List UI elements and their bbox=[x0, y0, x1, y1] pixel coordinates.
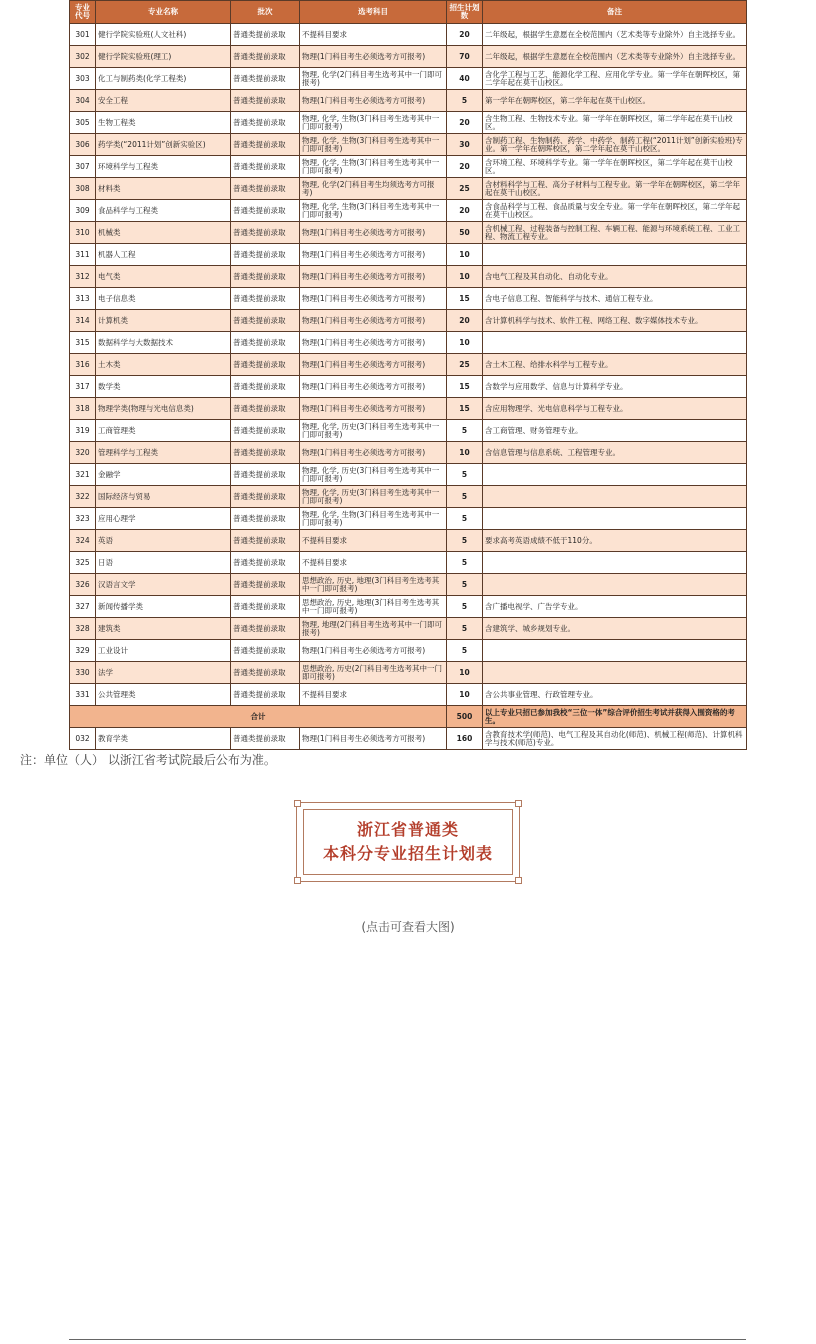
cell-count: 10 bbox=[447, 662, 483, 684]
table-row bbox=[70, 464, 747, 486]
cell-batch: 普通类提前录取 bbox=[231, 332, 300, 354]
cell-batch: 普通类提前录取 bbox=[231, 310, 300, 332]
cell-code: 319 bbox=[70, 420, 96, 442]
cell-major-name: 环境科学与工程类 bbox=[96, 156, 231, 178]
cell-batch: 普通类提前录取 bbox=[231, 640, 300, 662]
table-row bbox=[70, 222, 747, 244]
cell-subjects: 物理(1门科目考生必须选考方可报考) bbox=[300, 354, 447, 376]
header-major-name: 专业名称 bbox=[96, 1, 231, 24]
cell-count: 15 bbox=[447, 398, 483, 420]
header-remarks: 备注 bbox=[483, 1, 747, 24]
cell-major-name: 工商管理类 bbox=[96, 420, 231, 442]
enrollment-plan-table bbox=[69, 0, 747, 750]
table-row bbox=[70, 24, 747, 46]
banner-title-line2: 本科分专业招生计划表 bbox=[322, 844, 493, 863]
cell-remarks: 含生物工程、生物技术专业。第一学年在朝晖校区，第二学年起在莫干山校区。 bbox=[483, 112, 747, 134]
total-count: 500 bbox=[447, 706, 483, 728]
cell-code: 328 bbox=[70, 618, 96, 640]
table-row bbox=[70, 486, 747, 508]
cell-major-name: 英语 bbox=[96, 530, 231, 552]
footnote: 注：单位（人） 以浙江省考试院最后公布为准。 bbox=[20, 753, 276, 767]
cell-code: 316 bbox=[70, 354, 96, 376]
cell-code: 302 bbox=[70, 46, 96, 68]
banner-corner-ornament bbox=[294, 800, 301, 807]
header-subjects: 选考科目 bbox=[300, 1, 447, 24]
cell-batch: 普通类提前录取 bbox=[231, 618, 300, 640]
cell-subjects: 不提科目要求 bbox=[300, 684, 447, 706]
cell-subjects: 物理, 化学, 生物(3门科目考生选考其中一门即可报考) bbox=[300, 112, 447, 134]
cell-code: 322 bbox=[70, 486, 96, 508]
cell-remarks: 含电气工程及其自动化、自动化专业。 bbox=[483, 266, 747, 288]
table-row bbox=[70, 244, 747, 266]
cell-subjects: 物理(1门科目考生必须选考方可报考) bbox=[300, 310, 447, 332]
cell-count: 5 bbox=[447, 640, 483, 662]
cell-remarks bbox=[483, 662, 747, 684]
cell-count: 5 bbox=[447, 574, 483, 596]
cell-major-name: 数学类 bbox=[96, 376, 231, 398]
cell-batch: 普通类提前录取 bbox=[231, 420, 300, 442]
cell-count: 5 bbox=[447, 486, 483, 508]
cell-batch: 普通类提前录取 bbox=[231, 178, 300, 200]
cell-count: 5 bbox=[447, 552, 483, 574]
cell-remarks: 含机械工程、过程装备与控制工程、车辆工程、能源与环境系统工程、工业工程、物流工程专业。 bbox=[483, 222, 747, 244]
cell-remarks: 含土木工程、给排水科学与工程专业。 bbox=[483, 354, 747, 376]
cell-batch: 普通类提前录取 bbox=[231, 508, 300, 530]
cell-batch: 普通类提前录取 bbox=[231, 442, 300, 464]
cell-subjects: 思想政治, 历史, 地理(3门科目考生选考其中一门即可报考) bbox=[300, 574, 447, 596]
cell-remarks: 含食品科学与工程、食品质量与安全专业。第一学年在朝晖校区，第二学年起在莫干山校区。 bbox=[483, 200, 747, 222]
cell-major-name: 日语 bbox=[96, 552, 231, 574]
cell-code: 304 bbox=[70, 90, 96, 112]
cell-remarks: 含数学与应用数学、信息与计算科学专业。 bbox=[483, 376, 747, 398]
cell-code: 317 bbox=[70, 376, 96, 398]
table-row bbox=[70, 354, 747, 376]
cell-batch: 普通类提前录取 bbox=[231, 266, 300, 288]
cell-batch: 普通类提前录取 bbox=[231, 376, 300, 398]
cell-code: 301 bbox=[70, 24, 96, 46]
cell-batch: 普通类提前录取 bbox=[231, 134, 300, 156]
table-row bbox=[70, 618, 747, 640]
cell-major-name: 金融学 bbox=[96, 464, 231, 486]
table-header-row bbox=[70, 1, 747, 24]
cell-major-name: 应用心理学 bbox=[96, 508, 231, 530]
view-large-hint[interactable]: (点击可查看大图) bbox=[361, 920, 455, 934]
cell-remarks: 含计算机科学与技术、软件工程、网络工程、数字媒体技术专业。 bbox=[483, 310, 747, 332]
cell-subjects: 物理, 化学, 生物(3门科目考生选考其中一门即可报考) bbox=[300, 200, 447, 222]
cell-subjects: 物理(1门科目考生必须选考方可报考) bbox=[300, 244, 447, 266]
cell-subjects: 不提科目要求 bbox=[300, 530, 447, 552]
cell-major-name: 药学类(“2011计划”创新实验区) bbox=[96, 134, 231, 156]
cell-code: 329 bbox=[70, 640, 96, 662]
cell-code: 306 bbox=[70, 134, 96, 156]
cell-code: 315 bbox=[70, 332, 96, 354]
cell-count: 20 bbox=[447, 156, 483, 178]
cell-count: 10 bbox=[447, 266, 483, 288]
cell-major-name: 土木类 bbox=[96, 354, 231, 376]
plan-banner-link[interactable] bbox=[296, 802, 520, 882]
cell-remarks bbox=[483, 640, 747, 662]
cell-code: 323 bbox=[70, 508, 96, 530]
table-row bbox=[70, 46, 747, 68]
cell-remarks bbox=[483, 574, 747, 596]
cell-batch: 普通类提前录取 bbox=[231, 222, 300, 244]
cell-remarks bbox=[483, 464, 747, 486]
table-body bbox=[70, 24, 747, 750]
cell-batch: 普通类提前录取 bbox=[231, 530, 300, 552]
table-row bbox=[70, 508, 747, 530]
cell-subjects: 物理(1门科目考生必须选考方可报考) bbox=[300, 376, 447, 398]
cell-subjects: 思想政治, 历史, 地理(3门科目考生选考其中一门即可报考) bbox=[300, 596, 447, 618]
cell-major-name: 机械类 bbox=[96, 222, 231, 244]
cell-remarks: 含广播电视学、广告学专业。 bbox=[483, 596, 747, 618]
cell-subjects: 物理(1门科目考生必须选考方可报考) bbox=[300, 90, 447, 112]
cell-major-name: 食品科学与工程类 bbox=[96, 200, 231, 222]
table-row bbox=[70, 112, 747, 134]
cell-remarks: 含材料科学与工程、高分子材料与工程专业。第一学年在朝晖校区，第二学年起在莫干山校区。 bbox=[483, 178, 747, 200]
cell-count: 10 bbox=[447, 244, 483, 266]
cell-major-name: 电气类 bbox=[96, 266, 231, 288]
cell-batch: 普通类提前录取 bbox=[231, 112, 300, 134]
cell-subjects: 思想政治, 历史(2门科目考生选考其中一门即可报考) bbox=[300, 662, 447, 684]
cell-count: 40 bbox=[447, 68, 483, 90]
cell-batch: 普通类提前录取 bbox=[231, 728, 300, 750]
cell-remarks: 含制药工程、生物制药、药学、中药学、制药工程(“2011计划”创新实验班)专业。第一学年在朝晖校区，第二学年起在莫干山校区。 bbox=[483, 134, 747, 156]
cell-subjects: 物理, 化学, 历史(3门科目考生选考其中一门即可报考) bbox=[300, 420, 447, 442]
table-row bbox=[70, 68, 747, 90]
cell-count: 5 bbox=[447, 530, 483, 552]
cell-code: 325 bbox=[70, 552, 96, 574]
cell-batch: 普通类提前录取 bbox=[231, 662, 300, 684]
cell-count: 50 bbox=[447, 222, 483, 244]
banner-inner-frame bbox=[303, 809, 513, 875]
cell-count: 5 bbox=[447, 90, 483, 112]
table-row bbox=[70, 442, 747, 464]
banner-title-line1: 浙江省普通类 bbox=[356, 820, 459, 839]
cell-subjects: 物理, 地理(2门科目考生选考其中一门即可报考) bbox=[300, 618, 447, 640]
table-row bbox=[70, 376, 747, 398]
cell-batch: 普通类提前录取 bbox=[231, 398, 300, 420]
cell-batch: 普通类提前录取 bbox=[231, 200, 300, 222]
cell-code: 032 bbox=[70, 728, 96, 750]
cell-remarks: 含环境工程、环境科学专业。第一学年在朝晖校区，第二学年起在莫干山校区。 bbox=[483, 156, 747, 178]
cell-code: 307 bbox=[70, 156, 96, 178]
table-row bbox=[70, 332, 747, 354]
cell-subjects: 不提科目要求 bbox=[300, 552, 447, 574]
cell-count: 5 bbox=[447, 618, 483, 640]
cell-subjects: 不提科目要求 bbox=[300, 24, 447, 46]
cell-remarks: 含建筑学、城乡规划专业。 bbox=[483, 618, 747, 640]
cell-count: 70 bbox=[447, 46, 483, 68]
table-row bbox=[70, 156, 747, 178]
cell-remarks bbox=[483, 244, 747, 266]
cell-batch: 普通类提前录取 bbox=[231, 24, 300, 46]
cell-count: 20 bbox=[447, 112, 483, 134]
cell-remarks: 含化学工程与工艺、能源化学工程、应用化学专业。第一学年在朝晖校区，第二学年起在莫干山校区。 bbox=[483, 68, 747, 90]
banner-corner-ornament bbox=[294, 877, 301, 884]
table-row bbox=[70, 200, 747, 222]
cell-code: 318 bbox=[70, 398, 96, 420]
cell-major-name: 化工与制药类(化学工程类) bbox=[96, 68, 231, 90]
cell-code: 311 bbox=[70, 244, 96, 266]
cell-major-name: 教育学类 bbox=[96, 728, 231, 750]
cell-batch: 普通类提前录取 bbox=[231, 464, 300, 486]
cell-batch: 普通类提前录取 bbox=[231, 354, 300, 376]
cell-remarks: 含电子信息工程、智能科学与技术、通信工程专业。 bbox=[483, 288, 747, 310]
cell-batch: 普通类提前录取 bbox=[231, 684, 300, 706]
cell-batch: 普通类提前录取 bbox=[231, 486, 300, 508]
cell-remarks bbox=[483, 486, 747, 508]
cell-remarks bbox=[483, 332, 747, 354]
cell-remarks: 含工商管理、财务管理专业。 bbox=[483, 420, 747, 442]
cell-major-name: 生物工程类 bbox=[96, 112, 231, 134]
cell-subjects: 物理(1门科目考生必须选考方可报考) bbox=[300, 266, 447, 288]
cell-major-name: 数据科学与大数据技术 bbox=[96, 332, 231, 354]
cell-remarks: 二年级起，根据学生意愿在全校范围内（艺术类等专业除外）自主选择专业。 bbox=[483, 46, 747, 68]
cell-subjects: 物理(1门科目考生必须选考方可报考) bbox=[300, 46, 447, 68]
cell-remarks: 要求高考英语成绩不低于110分。 bbox=[483, 530, 747, 552]
table-row bbox=[70, 266, 747, 288]
cell-subjects: 物理(1门科目考生必须选考方可报考) bbox=[300, 222, 447, 244]
cell-code: 320 bbox=[70, 442, 96, 464]
cell-subjects: 物理(1门科目考生必须选考方可报考) bbox=[300, 640, 447, 662]
table-row bbox=[70, 596, 747, 618]
cell-major-name: 计算机类 bbox=[96, 310, 231, 332]
table-row bbox=[70, 90, 747, 112]
cell-remarks bbox=[483, 508, 747, 530]
cell-code: 308 bbox=[70, 178, 96, 200]
cell-major-name: 管理科学与工程类 bbox=[96, 442, 231, 464]
cell-remarks: 含教育技术学(师范)、电气工程及其自动化(师范)、机械工程(师范)、计算机科学与技术(师范)专业。 bbox=[483, 728, 747, 750]
cell-major-name: 健行学院实验班(人文社科) bbox=[96, 24, 231, 46]
cell-batch: 普通类提前录取 bbox=[231, 574, 300, 596]
cell-code: 331 bbox=[70, 684, 96, 706]
cell-count: 5 bbox=[447, 420, 483, 442]
cell-count: 15 bbox=[447, 288, 483, 310]
cell-major-name: 物理学类(物理与光电信息类) bbox=[96, 398, 231, 420]
cell-subjects: 物理(1门科目考生必须选考方可报考) bbox=[300, 288, 447, 310]
cell-remarks: 含公共事业管理、行政管理专业。 bbox=[483, 684, 747, 706]
cell-code: 330 bbox=[70, 662, 96, 684]
total-note: 以上专业只招已参加我校“三位一体”综合评价招生考试并获得入围资格的考生。 bbox=[483, 706, 747, 728]
cell-count: 10 bbox=[447, 442, 483, 464]
cell-count: 20 bbox=[447, 24, 483, 46]
cell-count: 20 bbox=[447, 310, 483, 332]
header-code: 专业代号 bbox=[70, 1, 96, 24]
cell-count: 10 bbox=[447, 684, 483, 706]
table-row bbox=[70, 134, 747, 156]
cell-count: 5 bbox=[447, 596, 483, 618]
cell-batch: 普通类提前录取 bbox=[231, 46, 300, 68]
cell-remarks: 二年级起，根据学生意愿在全校范围内（艺术类等专业除外）自主选择专业。 bbox=[483, 24, 747, 46]
cell-batch: 普通类提前录取 bbox=[231, 244, 300, 266]
cell-subjects: 物理, 化学(2门科目考生均须选考方可报考) bbox=[300, 178, 447, 200]
cell-code: 312 bbox=[70, 266, 96, 288]
cell-major-name: 健行学院实验班(理工) bbox=[96, 46, 231, 68]
cell-subjects: 物理(1门科目考生必须选考方可报考) bbox=[300, 728, 447, 750]
cell-count: 160 bbox=[447, 728, 483, 750]
cell-subjects: 物理(1门科目考生必须选考方可报考) bbox=[300, 332, 447, 354]
cell-major-name: 工业设计 bbox=[96, 640, 231, 662]
cell-subjects: 物理, 化学(2门科目考生选考其中一门即可报考) bbox=[300, 68, 447, 90]
cell-count: 20 bbox=[447, 200, 483, 222]
cell-remarks: 含应用物理学、光电信息科学与工程专业。 bbox=[483, 398, 747, 420]
cell-major-name: 安全工程 bbox=[96, 90, 231, 112]
cell-major-name: 新闻传播学类 bbox=[96, 596, 231, 618]
table-row bbox=[70, 178, 747, 200]
cell-major-name: 建筑类 bbox=[96, 618, 231, 640]
table-row bbox=[70, 662, 747, 684]
cell-major-name: 材料类 bbox=[96, 178, 231, 200]
cell-code: 326 bbox=[70, 574, 96, 596]
cell-code: 309 bbox=[70, 200, 96, 222]
total-row bbox=[70, 706, 747, 728]
cell-count: 5 bbox=[447, 508, 483, 530]
cell-subjects: 物理, 化学, 生物(3门科目考生选考其中一门即可报考) bbox=[300, 134, 447, 156]
cell-remarks: 第一学年在朝晖校区，第二学年起在莫干山校区。 bbox=[483, 90, 747, 112]
cell-code: 313 bbox=[70, 288, 96, 310]
cell-code: 303 bbox=[70, 68, 96, 90]
total-label: 合计 bbox=[70, 706, 447, 728]
cell-code: 310 bbox=[70, 222, 96, 244]
table-row bbox=[70, 728, 747, 750]
cell-major-name: 公共管理类 bbox=[96, 684, 231, 706]
cell-remarks bbox=[483, 552, 747, 574]
cell-batch: 普通类提前录取 bbox=[231, 596, 300, 618]
table-row bbox=[70, 530, 747, 552]
cell-batch: 普通类提前录取 bbox=[231, 288, 300, 310]
cell-batch: 普通类提前录取 bbox=[231, 552, 300, 574]
table-row bbox=[70, 552, 747, 574]
cell-code: 327 bbox=[70, 596, 96, 618]
header-batch: 批次 bbox=[231, 1, 300, 24]
cell-subjects: 物理, 化学, 历史(3门科目考生选考其中一门即可报考) bbox=[300, 486, 447, 508]
cell-count: 30 bbox=[447, 134, 483, 156]
table-row bbox=[70, 288, 747, 310]
banner-corner-ornament bbox=[515, 800, 522, 807]
cell-code: 324 bbox=[70, 530, 96, 552]
cell-major-name: 国际经济与贸易 bbox=[96, 486, 231, 508]
cell-code: 321 bbox=[70, 464, 96, 486]
cell-count: 15 bbox=[447, 376, 483, 398]
cell-subjects: 物理(1门科目考生必须选考方可报考) bbox=[300, 398, 447, 420]
table-row bbox=[70, 640, 747, 662]
cell-batch: 普通类提前录取 bbox=[231, 156, 300, 178]
cell-major-name: 法学 bbox=[96, 662, 231, 684]
table-row bbox=[70, 684, 747, 706]
header-count: 招生计划数 bbox=[447, 1, 483, 24]
banner-corner-ornament bbox=[515, 877, 522, 884]
cell-subjects: 物理, 化学, 生物(3门科目考生选考其中一门即可报考) bbox=[300, 508, 447, 530]
divider bbox=[69, 1339, 746, 1340]
cell-major-name: 电子信息类 bbox=[96, 288, 231, 310]
cell-count: 10 bbox=[447, 332, 483, 354]
table-row bbox=[70, 574, 747, 596]
cell-batch: 普通类提前录取 bbox=[231, 90, 300, 112]
cell-batch: 普通类提前录取 bbox=[231, 68, 300, 90]
cell-remarks: 含信息管理与信息系统、工程管理专业。 bbox=[483, 442, 747, 464]
cell-code: 305 bbox=[70, 112, 96, 134]
cell-major-name: 机器人工程 bbox=[96, 244, 231, 266]
cell-subjects: 物理, 化学, 历史(3门科目考生选考其中一门即可报考) bbox=[300, 464, 447, 486]
cell-count: 25 bbox=[447, 354, 483, 376]
cell-subjects: 物理, 化学, 生物(3门科目考生选考其中一门即可报考) bbox=[300, 156, 447, 178]
table-row bbox=[70, 398, 747, 420]
cell-major-name: 汉语言文学 bbox=[96, 574, 231, 596]
cell-count: 25 bbox=[447, 178, 483, 200]
enrollment-plan-table-container bbox=[69, 0, 746, 750]
table-row bbox=[70, 420, 747, 442]
cell-code: 314 bbox=[70, 310, 96, 332]
table-row bbox=[70, 310, 747, 332]
cell-count: 5 bbox=[447, 464, 483, 486]
cell-subjects: 物理(1门科目考生必须选考方可报考) bbox=[300, 442, 447, 464]
